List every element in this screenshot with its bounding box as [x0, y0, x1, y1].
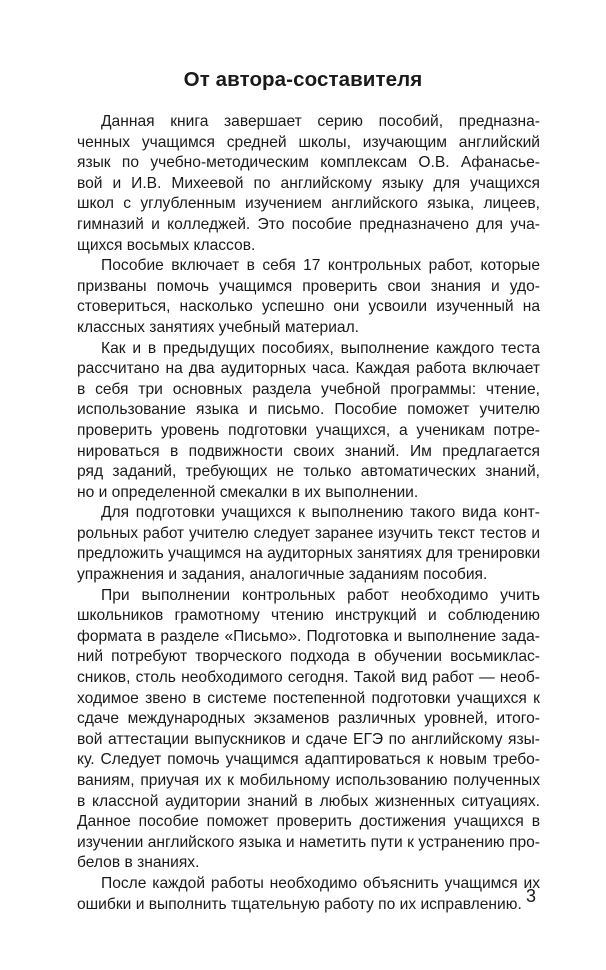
text-line: классных занятиях учебный материал.: [77, 318, 360, 336]
text-line: При выполнении контрольных работ необходимо учить: [101, 586, 540, 604]
text-line: ку. Следует помочь учащимся адаптироваться к новым требо-: [77, 751, 540, 769]
text-line: Данная книга завершает серию пособий, предназна-: [101, 113, 540, 130]
text-line: щихся восьмых классов.: [77, 236, 256, 254]
text-line: но и определенной смекалки в их выполнении.: [77, 483, 419, 501]
text-line: Данное пособие поможет проверить достижения учащихся в: [77, 813, 540, 831]
text-line: формата в разделе «Письмо». Подготовка и выполнение зада-: [77, 627, 540, 645]
body-text: [77, 112, 540, 915]
text-line: в классной аудитории знаний в любых жизненных ситуациях.: [77, 792, 540, 810]
text-line: ченных учащимся средней школы, изучающим английский: [77, 133, 540, 151]
text-line: использование языка и письмо. Пособие поможет учителю: [77, 401, 540, 419]
page-number: 3: [525, 886, 536, 906]
text-line: Для подготовки учащихся к выполнению такого вида конт-: [101, 504, 540, 522]
text-line: рольных работ учителю следует заранее изучить текст тестов и: [77, 524, 540, 542]
text-line: ошибки и выполнить тщательную работу по их исправлению.: [77, 895, 522, 913]
text-line: ходимое звено в системе постепенной подготовки учащихся к: [77, 689, 540, 707]
text-line: ряд заданий, требующих не только автоматических знаний,: [77, 463, 540, 481]
text-line: вой аттестации выпускников и сдаче ЕГЭ по английскому язы-: [77, 730, 540, 748]
text-line: проверить уровень подготовки учащихся, а ученикам потре-: [77, 421, 540, 439]
page-title: От автора-составителя: [183, 68, 423, 91]
text-line: нироваться в подвижности своих знаний. Им предлагается: [77, 442, 540, 460]
text-line: сников, столь необходимого сегодня. Такой вид работ — необ-: [77, 669, 540, 687]
text-line: После каждой работы необходимо объяснить учащимся их: [101, 874, 540, 892]
text-line: упражнения и задания, аналогичные заданиям пособия.: [77, 566, 488, 584]
text-line: предложить учащимся на аудиторных занятиях для тренировки: [77, 545, 541, 563]
text-line: в себя три основных раздела учебной программы: чтение,: [77, 380, 540, 398]
text-line: ний потребуют творческого подхода в обучении восьмиклас-: [77, 648, 540, 666]
text-line: школ с углубленным изучением английского языка, лицеев,: [77, 195, 540, 213]
text-line: ваниям, приучая их к мобильному использованию полученных: [77, 772, 540, 789]
text-line: школьников грамотному чтению инструкций и соблюдению: [77, 607, 540, 625]
text-line: белов в знаниях.: [77, 854, 200, 872]
text-line: изучении английского языка и наметить пути к устранению про-: [77, 833, 540, 851]
text-line: вой и И.В. Михеевой по английскому языку для учащихся: [77, 174, 540, 192]
text-line: гимназий и колледжей. Это пособие предназначено для уча-: [77, 215, 540, 233]
text-line: сдаче международных экзаменов различных уровней, итого-: [77, 710, 540, 728]
text-line: Пособие включает в себя 17 контрольных работ, которые: [101, 257, 540, 275]
text-line: Как и в предыдущих пособиях, выполнение каждого теста: [101, 339, 540, 357]
text-line: рассчитано на два аудиторных часа. Каждая работа включает: [77, 360, 540, 378]
text-line: стовериться, насколько успешно они усвоили изученный на: [77, 298, 540, 316]
text-line: призваны помочь учащимся проверить свои знания и удо-: [77, 277, 540, 295]
text-line: язык по учебно-методическим комплексам О.В. Афанасье-: [77, 154, 540, 172]
